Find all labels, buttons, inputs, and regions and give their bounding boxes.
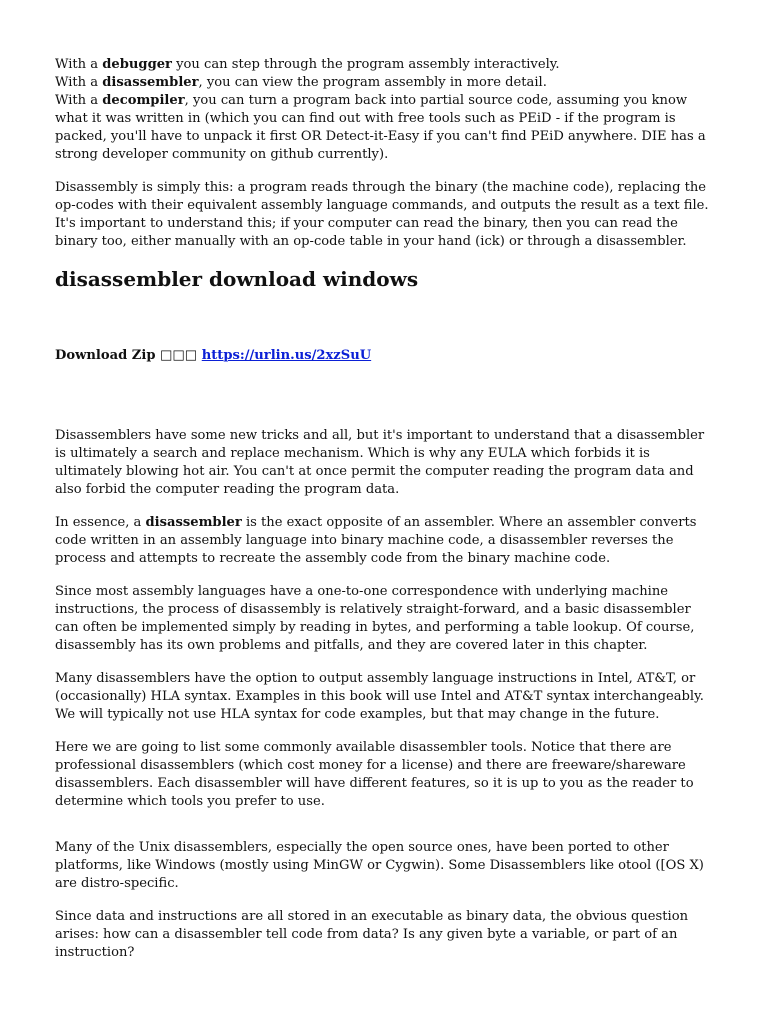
unix-paragraph: Many of the Unix disassemblers, especially the open source ones, have been ported to other platforms, like Windows (mostly using MinGW or Cygwin). Some Disassemblers like otool ([OS X) are distro-specific. [55,840,704,891]
spacer [55,365,717,427]
intro-line3-prefix: With a [55,93,103,108]
intro-line2-text: , you can view the program assembly in more detail. [198,75,547,90]
tools-paragraph: Here we are going to list some commonly available disassembler tools. Notice that there are professional disassemblers (which cost money for a license) and there are freeware/shareware disassemblers. Each disassembler will have different features, so it is up to you as the reader to determine which tools you prefer to use. [55,740,694,809]
download-label: Download Zip [55,348,156,363]
intro-line3-text: , you can turn a program back into partial source code, assuming you know what it was written in (which you can find out with free tools such as PEiD - if the program is packed, you'll have to unpack it first OR Detect-it-Easy if you can't find PEiD anywhere. DIE has a strong developer community on github currently). [55,93,706,162]
intro-paragraph [55,56,717,164]
spacer-small [55,826,717,839]
essence-prefix: In essence, a [55,515,146,530]
intro-line1-text: you can step through the program assembly interactively. [171,57,560,72]
intro-line1-prefix: With a [55,57,103,72]
download-line [55,347,717,365]
tricks-paragraph: Disassemblers have some new tricks and all, but it's important to understand that a disassembler is ultimately a search and replace mechanism. Which is why any EULA which forbids it is ultimately blowing hot air. You can't at once permit the computer reading the program data and also forbid the computer reading the program data. [55,428,705,497]
term-disassembler: disassembler [102,75,199,90]
disassembly-paragraph: Disassembly is simply this: a program reads through the binary (the machine code), replacing the op-codes with their equivalent assembly language commands, and outputs the result as a text file. It's important to understand this; if your computer can read the binary, then you can read the binary too, either manually with an op-code table in your hand (ick) or through a disassembler. [55,180,709,249]
download-link[interactable]: https://urlin.us/2xzSuU [201,348,372,363]
download-arrows: □□□ [160,348,198,363]
syntax-paragraph: Many disassemblers have the option to output assembly language instructions in Intel, AT&T, or (occasionally) HLA syntax. Examples in this book will use Intel and AT&T syntax interchangeably. We will typically not use HLA syntax for code examples, but that may change in the future. [55,671,704,722]
essence-text: is the exact opposite of an assembler. Where an assembler converts code written in an assembly language into binary machine code, a disassembler reverses the process and attempts to recreate the assembly code from the binary machine code. [55,515,697,566]
term-debugger: debugger [102,57,172,72]
one-to-one-paragraph: Since most assembly languages have a one-to-one correspondence with underlying machine instructions, the process of disassembly is relatively straight-forward, and a basic disassembler can often be implemented simply by reading in bytes, and performing a table lookup. Of course, disassembly has its own problems and pitfalls, and they are covered later in this chapter. [55,584,695,653]
term-disassembler-essence: disassembler [145,515,242,530]
essence-paragraph [55,514,717,568]
page-heading: disassembler download windows [55,267,419,291]
data-paragraph: Since data and instructions are all stored in an executable as binary data, the obvious question arises: how can a disassembler tell code from data? Is any given byte a variable, or part of an instruction? [55,909,689,960]
document-content [55,56,717,977]
intro-line2-prefix: With a [55,75,103,90]
term-decompiler: decompiler [102,93,185,108]
